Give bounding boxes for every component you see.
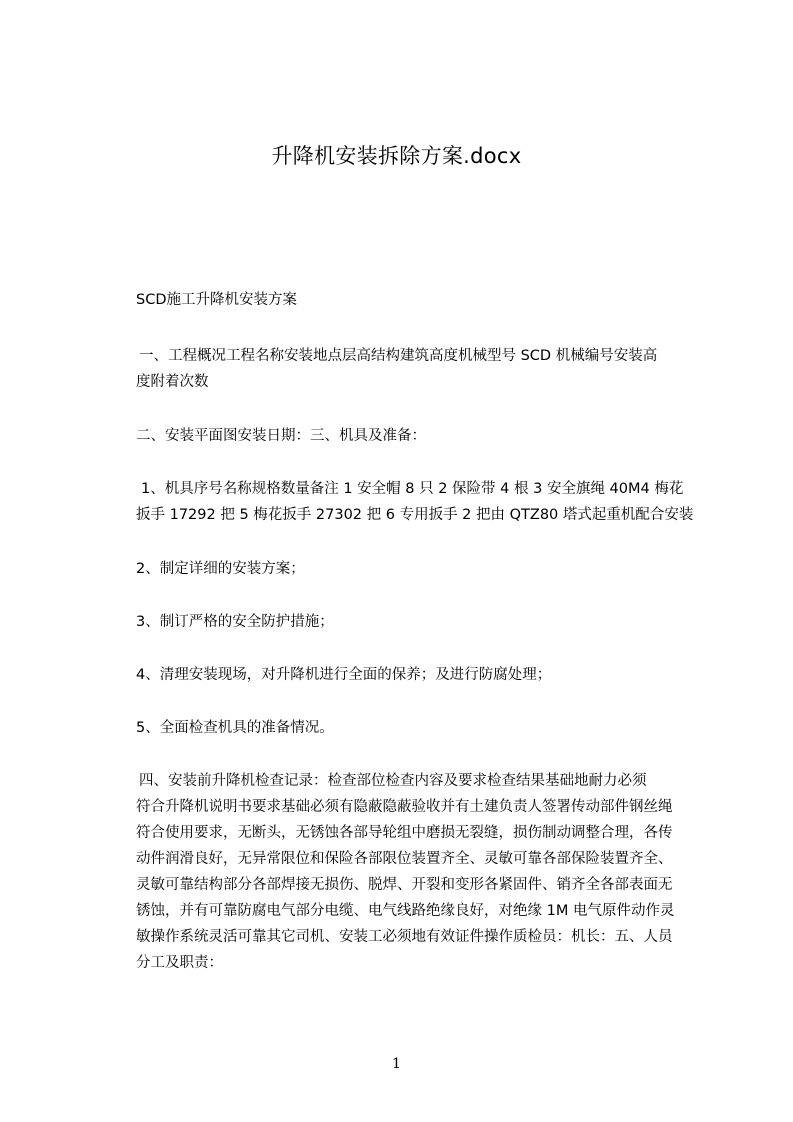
paragraph-tools-list-line2: 扳手 17292 把 5 梅花扳手 27302 把 6 专用扳手 2 把由 QTZ80 塔式起重机配合安装 [136, 507, 694, 523]
paragraph-inspection-line5: 灵敏可靠结构部分各部焊接无损伤、脱焊、开裂和变形各紧固件、销齐全各部表面无 [136, 877, 673, 893]
paragraph-inspection-line2: 符合升降机说明书要求基础必须有隐蔽隐蔽验收并有土建负责人签署传动部件钢丝绳 [136, 799, 673, 815]
paragraph-inspection-line6: 锈蚀，并有可靠防腐电气部分电缆、电气线路绝缘良好，对绝缘 1M 电气原件动作灵 [136, 903, 675, 919]
paragraph-step-5: 5、全面检查机具的准备情况。 [136, 720, 334, 736]
paragraph-inspection-line1: 四、安装前升降机检查记录：检查部位检查内容及要求检查结果基础地耐力必须 [139, 773, 647, 789]
paragraph-tools-list-line1: 1、机具序号名称规格数量备注 1 安全帽 8 只 2 保险带 4 根 3 安全旗绳 40M4 梅花 [141, 481, 684, 497]
document-title: 升降机安装拆除方案.docx [271, 144, 522, 168]
paragraph-step-4: 4、清理安装现场，对升降机进行全面的保养；及进行防腐处理； [136, 667, 552, 683]
paragraph-step-2: 2、制定详细的安装方案； [136, 561, 305, 577]
paragraph-inspection-line4: 动件润滑良好，无异常限位和保险各部限位装置齐全、灵敏可靠各部保险装置齐全、 [136, 851, 673, 867]
page-number: 1 [392, 1056, 401, 1072]
paragraph-step-3: 3、制订严格的安全防护措施； [136, 614, 334, 630]
paragraph-scheme-heading: SCD施工升降机安装方案 [136, 292, 297, 308]
paragraph-inspection-line7: 敏操作系统灵活可靠其它司机、安装工必须地有效证件操作质检员：机长：五、人员 [136, 929, 673, 945]
paragraph-installation-plan: 二、安装平面图安装日期：三、机具及准备： [136, 428, 426, 444]
paragraph-project-overview-line1: 一、工程概况工程名称安装地点层高结构建筑高度机械型号 SCD 机械编号安装高 [139, 348, 658, 364]
paragraph-project-overview-line2: 度附着次数 [136, 374, 209, 390]
paragraph-inspection-line8: 分工及职责： [136, 955, 223, 971]
paragraph-inspection-line3: 符合使用要求，无断头，无锈蚀各部导轮组中磨损无裂缝，损伤制动调整合理，各传 [136, 825, 673, 841]
